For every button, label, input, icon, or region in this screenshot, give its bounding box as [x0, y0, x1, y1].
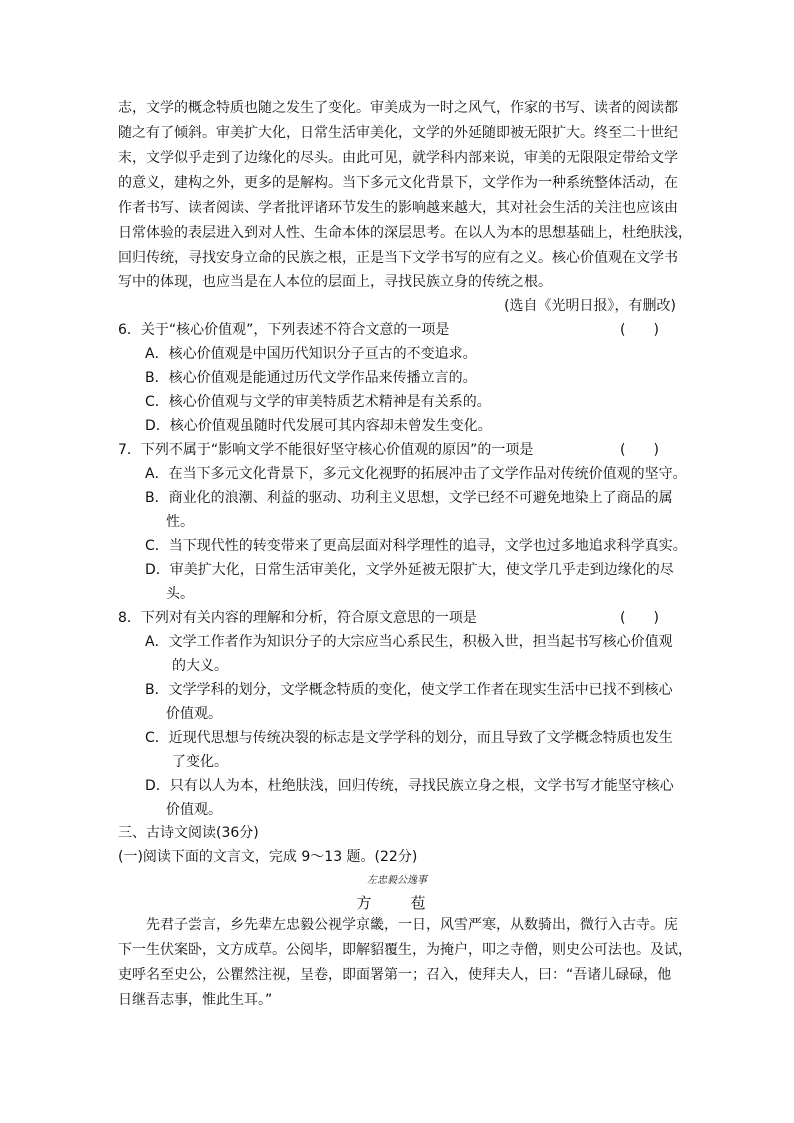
- option-d: D．审美扩大化，日常生活审美化，文学外延被无限扩大，使文学几乎走到边缘化的尽: [145, 562, 674, 578]
- answer-blank: ( ): [620, 322, 659, 338]
- option-c: C．核心价值观与文学的审美特质艺术精神是有关系的。: [145, 394, 491, 410]
- question-stem: 7．下列不属于“影响文学不能很好坚守核心价值观的原因”的一项是: [118, 442, 534, 458]
- option-d-continued: 头。: [166, 586, 194, 602]
- option-a-continued: 的大义。: [172, 658, 228, 674]
- classical-text-line: 先君子尝言，乡先辈左忠毅公视学京畿，一日，风雪严寒，从数骑出，微行入古寺。庑: [146, 917, 678, 933]
- passage-line: 回归传统，寻找安身立命的民族之根，正是当下文学书写的应有之义。核心价值观在文学书: [118, 250, 678, 266]
- option-a: A．文学工作者作为知识分子的大宗应当心系民生，积极入世，担当起书写核心价值观: [145, 634, 673, 650]
- option-d: D．只有以人为本，杜绝肤浅，回归传统，寻找民族立身之根，文学书写才能坚守核心: [145, 778, 674, 794]
- classical-text-line: 吏呼名至史公，公瞿然注视，呈卷，即面署第一；召入，使拜夫人，曰：“吾诸儿碌碌，他: [118, 967, 672, 983]
- section-heading: 三、古诗文阅读(36分): [118, 825, 259, 841]
- passage-line: 的意义，建构之外，更多的是解构。当下多元文化背景下，文学作为一种系统整体活动，在: [118, 175, 678, 191]
- passage-line: 日常体验的表层进入到对人性、生命本体的深层思考。在以人为本的思想基础上，杜绝肤浅，: [118, 225, 692, 241]
- classical-text-line: 日继吾志事，惟此生耳。”: [118, 992, 273, 1008]
- option-c-continued: 了变化。: [172, 754, 228, 770]
- question-stem: 6．关于“核心价值观”，下列表述不符合文意的一项是: [118, 322, 450, 338]
- answer-blank: ( ): [620, 442, 659, 458]
- answer-blank: ( ): [620, 610, 659, 626]
- classical-text-title: 左忠毅公逸事: [367, 875, 427, 886]
- option-b: B．商业化的浪潮、利益的驱动、功利主义思想，文学已经不可避免地染上了商品的属: [145, 490, 673, 506]
- passage-line: 志，文学的概念特质也随之发生了变化。审美成为一时之风气，作家的书写、读者的阅读都: [118, 100, 678, 116]
- option-b-continued: 价值观。: [166, 706, 222, 722]
- option-a: A．在当下多元文化背景下，多元文化视野的拓展冲击了文学作品对传统价值观的坚守。: [145, 466, 687, 482]
- classical-text-author: 方 苞: [356, 894, 438, 912]
- passage-line: 作者书写、读者阅读、学者批评诸环节发生的影响越来越大，其对社会生活的关注也应该由: [118, 200, 678, 216]
- passage-line: 写中的体现，也应当是在人本位的层面上，寻找民族立身的传统之根。: [118, 274, 552, 290]
- option-b: B．文学学科的划分，文学概念特质的变化，使文学工作者在现实生活中已找不到核心: [145, 682, 673, 698]
- option-d-continued: 价值观。: [166, 802, 222, 818]
- option-c: C．近现代思想与传统决裂的标志是文学学科的划分，而且导致了文学概念特质也发生: [145, 730, 673, 746]
- option-a: A．核心价值观是中国历代知识分子亘古的不变追求。: [145, 346, 477, 362]
- classical-text-line: 下一生伏案卧，文方成草。公阅毕，即解貂覆生，为掩户，叩之寺僧，则史公可法也。及试，: [118, 942, 692, 958]
- passage-line: 末，文学似乎走到了边缘化的尽头。由此可见，就学科内部来说，审美的无限限定带给文学: [118, 150, 678, 166]
- question-stem: 8．下列对有关内容的理解和分析，符合原文意思的一项是: [118, 610, 477, 626]
- option-b: B．核心价值观是能通过历代文学作品来传播立言的。: [145, 370, 477, 386]
- passage-line: 随之有了倾斜。审美扩大化，日常生活审美化，文学的外延随即被无限扩大。终至二十世纪: [118, 125, 678, 141]
- section-instruction: (一)阅读下面的文言文，完成 9～13 题。(22分): [118, 849, 418, 865]
- option-c: C．当下现代性的转变带来了更高层面对科学理性的追寻，文学也过多地追求科学真实。: [145, 538, 687, 554]
- option-b-continued: 性。: [166, 514, 194, 530]
- option-d: D．核心价值观虽随时代发展可其内容却未曾发生变化。: [145, 418, 492, 434]
- passage-source: (选自《光明日报》，有删改): [504, 298, 676, 314]
